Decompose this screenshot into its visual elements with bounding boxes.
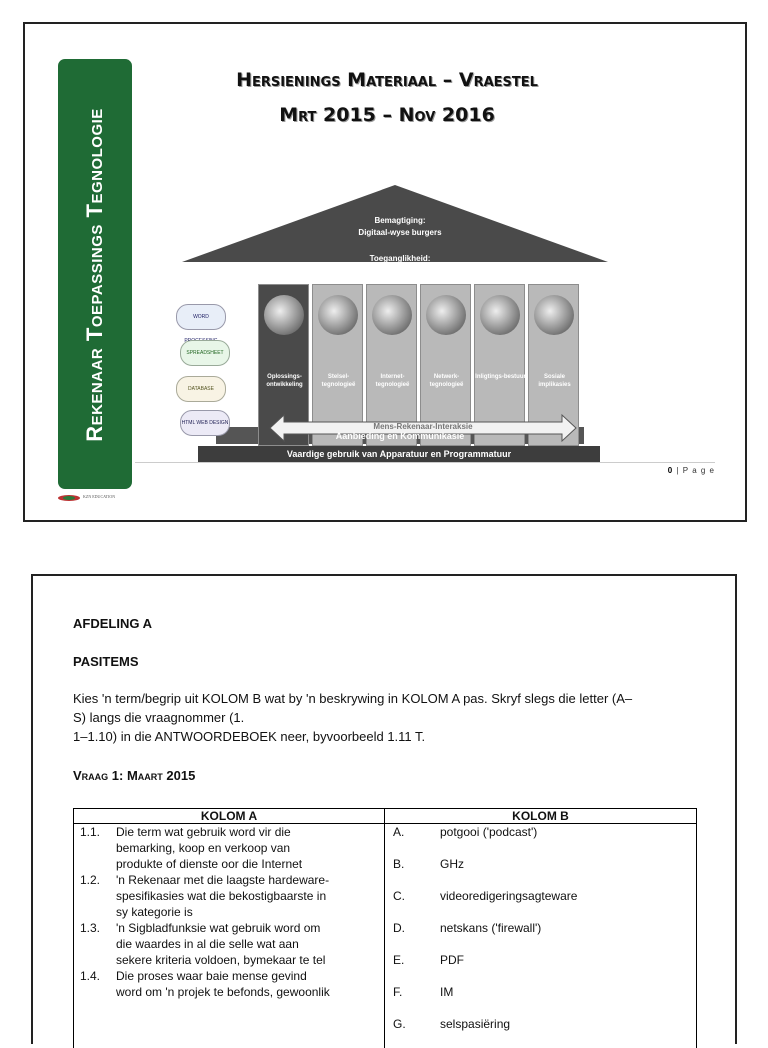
pillar-photo-icon	[372, 295, 412, 335]
item-text: produkte of dienste oor die Internet	[116, 856, 302, 872]
section-heading: AFDELING A	[73, 616, 152, 631]
roof-mid-line1: Toeganglikheid:	[130, 254, 670, 263]
list-item	[385, 952, 696, 984]
item-number: 1.1.	[74, 824, 116, 872]
word-processing-icon: WORD	[176, 304, 226, 330]
pillar-label: Inligtings-bestuur	[475, 373, 526, 381]
item-text: 'n Sigbladfunksie wat gebruik word om	[116, 920, 325, 936]
item-text: videoredigeringsagteware	[440, 888, 577, 920]
item-letter: F.	[385, 984, 440, 1016]
database-icon: DATABASE	[176, 376, 226, 402]
item-number: 1.3.	[74, 920, 116, 968]
pillar-label: Internet-tegnologieë	[367, 373, 418, 389]
item-text: GHz	[440, 856, 464, 888]
list-item	[385, 888, 696, 920]
cover-title-line1: Hersienings Materiaal – Vraestel	[25, 69, 749, 91]
list-item	[385, 1016, 696, 1048]
page-label: | P a g e	[676, 466, 715, 475]
list-item	[385, 920, 696, 952]
column-a	[74, 824, 385, 1048]
item-text: selspasiëring	[440, 1016, 510, 1048]
item-letter: C.	[385, 888, 440, 920]
item-text: bemarking, koop en verkoop van	[116, 840, 302, 856]
item-letter: G.	[385, 1016, 440, 1048]
education-logo-icon	[57, 494, 81, 502]
page-number: 0	[668, 466, 673, 475]
instruction-line: 1–1.10) in die ANTWOORDEBOEK neer, byvoorbeeld 1.11 T.	[73, 727, 713, 746]
base-upper: Aanbieding en Kommunikasie	[216, 431, 584, 441]
sidebar-title: Rekenaar Toepassings Tegnologie	[82, 60, 108, 490]
list-item	[74, 872, 384, 920]
item-text: Die term wat gebruik word vir die	[116, 824, 302, 840]
logo-text: KZN EDUCATION	[83, 494, 115, 499]
pillar-photo-icon	[480, 295, 520, 335]
html-web-design-icon: HTML WEB DESIGN	[180, 410, 230, 436]
cover-title-line2: Mrt 2015 – Nov 2016	[25, 104, 749, 126]
roof-top-line2: Digitaal-wyse burgers	[130, 228, 670, 237]
item-text: Die proses waar baie mense gevind	[116, 968, 330, 984]
software-icons-panel	[172, 300, 234, 440]
item-letter: D.	[385, 920, 440, 952]
subsection-heading: PASITEMS	[73, 654, 139, 669]
pillar-label: Netwerk-tegnologieë	[421, 373, 472, 389]
item-text: PDF	[440, 952, 464, 984]
item-letter: B.	[385, 856, 440, 888]
item-number: 1.2.	[74, 872, 116, 920]
pillar-photo-icon	[426, 295, 466, 335]
item-text: sy kategorie is	[116, 904, 329, 920]
item-text: word om 'n projek te befonds, gewoonlik	[116, 984, 330, 1000]
item-text: sekere kriteria voldoen, bymekaar te tel	[116, 952, 325, 968]
list-item	[385, 856, 696, 888]
base-lower: Vaardige gebruik van Apparatuur en Programmatuur	[198, 449, 600, 459]
pillar-photo-icon	[318, 295, 358, 335]
item-text: 'n Rekenaar met die laagste hardeware-	[116, 872, 329, 888]
list-item	[385, 984, 696, 1016]
instruction-line: Kies 'n term/begrip uit KOLOM B wat by 'n beskrywing in KOLOM A pas. Skryf slegs die letter (A–	[73, 689, 713, 708]
pillar-photo-icon	[264, 295, 304, 335]
item-letter: A.	[385, 824, 440, 856]
list-item	[385, 824, 696, 856]
page-footer	[668, 466, 715, 475]
pillar-label: Sosiale implikasies	[529, 373, 580, 389]
ctt-diagram	[180, 182, 620, 472]
cover-page	[23, 22, 747, 522]
pillar-photo-icon	[534, 295, 574, 335]
list-item	[74, 968, 384, 1000]
pillar-label: Stelsel-tegnologieë	[313, 373, 364, 389]
instruction-line: S) langs die vraagnommer (1.	[73, 708, 713, 727]
item-text: die waardes in al die selle wat aan	[116, 936, 325, 952]
item-text: spesifikasies wat die bekostigbaarste in	[116, 888, 329, 904]
matching-table	[73, 808, 697, 1048]
spreadsheet-icon: SPREADSHEET	[180, 340, 230, 366]
roof-mid-line2: Oorbrugging van die digitale kloof	[130, 266, 670, 275]
list-item	[74, 824, 384, 872]
item-letter: E.	[385, 952, 440, 984]
footer-rule	[135, 462, 715, 463]
item-text: potgooi ('podcast')	[440, 824, 537, 856]
column-b-header: KOLOM B	[385, 809, 697, 824]
roof-top-line1: Bemagtiging:	[130, 216, 670, 225]
column-b	[385, 824, 697, 1048]
arrow-label: Mens-Rekenaar-Interaksie	[268, 422, 578, 431]
pillar-label: Oplossings-ontwikkeling	[259, 373, 310, 389]
item-text: netskans ('firewall')	[440, 920, 541, 952]
question-title: Vraag 1: Maart 2015	[73, 768, 195, 783]
item-text: IM	[440, 984, 453, 1016]
document-page	[31, 574, 737, 1044]
instructions	[73, 689, 713, 746]
item-number: 1.4.	[74, 968, 116, 1000]
column-a-header: KOLOM A	[74, 809, 385, 824]
list-item	[74, 920, 384, 968]
